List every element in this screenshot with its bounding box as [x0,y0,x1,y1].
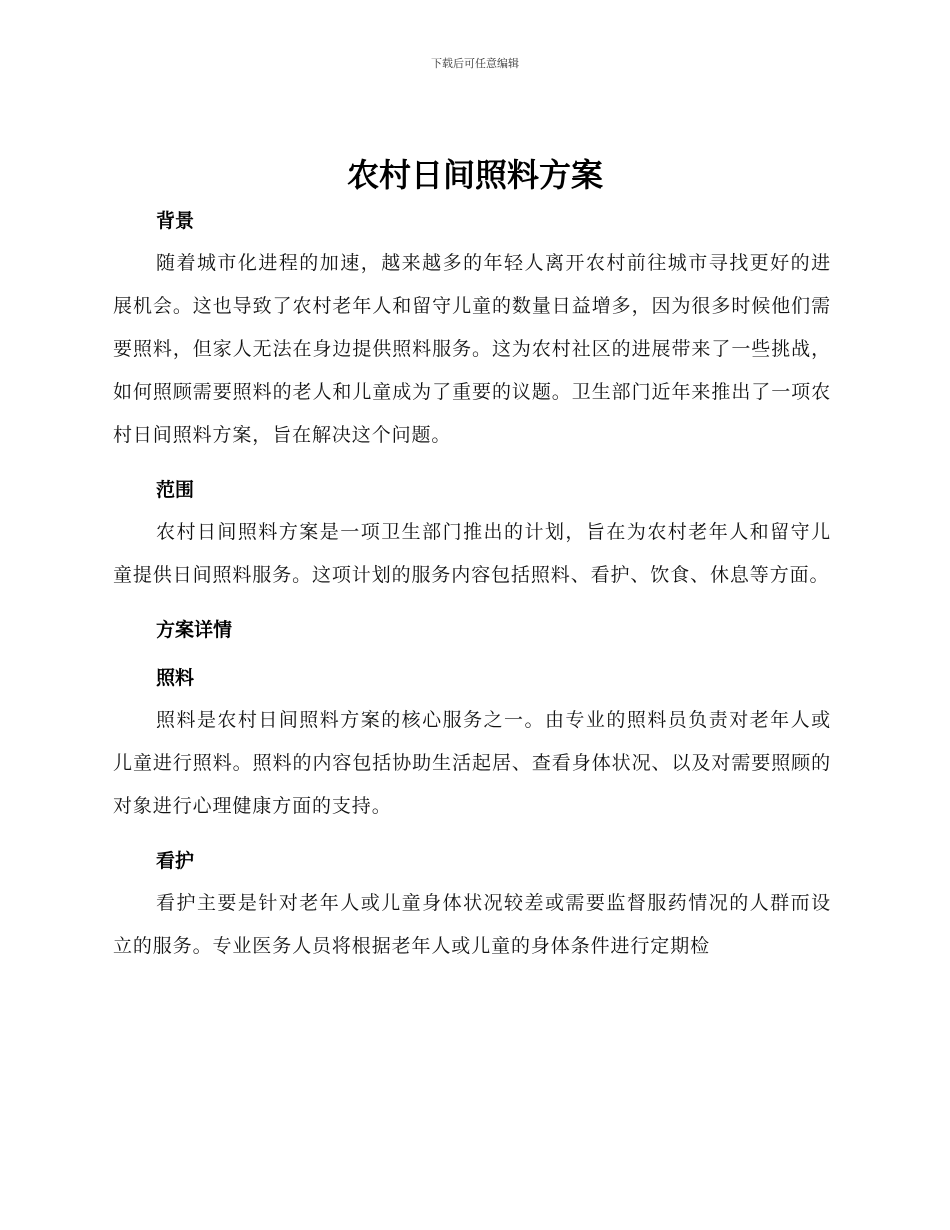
paragraph-care: 照料是农村日间照料方案的核心服务之一。由专业的照料员负责对老年人或儿童进行照料。照料的内容包括协助生活起居、查看身体状况、以及对需要照顾的对象进行心理健康方面的支持。 [113,709,831,817]
section-scope [113,469,831,597]
section-background [113,200,831,457]
section-heading-care: 照料 [156,667,195,689]
section-heading-details: 方案详情 [156,619,233,641]
section-nursing [113,840,831,968]
document-title: 农村日间照料方案 [346,156,603,194]
section-care [113,657,831,828]
page-header-note: 下载后可任意编辑 [431,57,519,70]
section-heading-scope: 范围 [156,479,195,501]
section-heading-nursing: 看护 [156,850,195,872]
paragraph-nursing: 看护主要是针对老年人或儿童身体状况较差或需要监督服药情况的人群而设立的服务。专业医务人员将根据老年人或儿童的身体条件进行定期检 [113,892,831,957]
section-heading-background: 背景 [156,210,195,232]
document-body [113,200,831,980]
paragraph-scope: 农村日间照料方案是一项卫生部门推出的计划，旨在为农村老年人和留守儿童提供日间照料服务。这项计划的服务内容包括照料、看护、饮食、休息等方面。 [113,521,831,586]
section-details [113,609,831,657]
paragraph-background: 随着城市化进程的加速，越来越多的年轻人离开农村前往城市寻找更好的进展机会。这也导致了农村老年人和留守儿童的数量日益增多，因为很多时候他们需要照料，但家人无法在身边提供照料服务。这为农村社区的进展带来了一些挑战，如何照顾需要照料的老人和儿童成为了重要的议题。卫生部门近年来推出了一项农村日间照料方案，旨在解决这个问题。 [113,252,831,446]
